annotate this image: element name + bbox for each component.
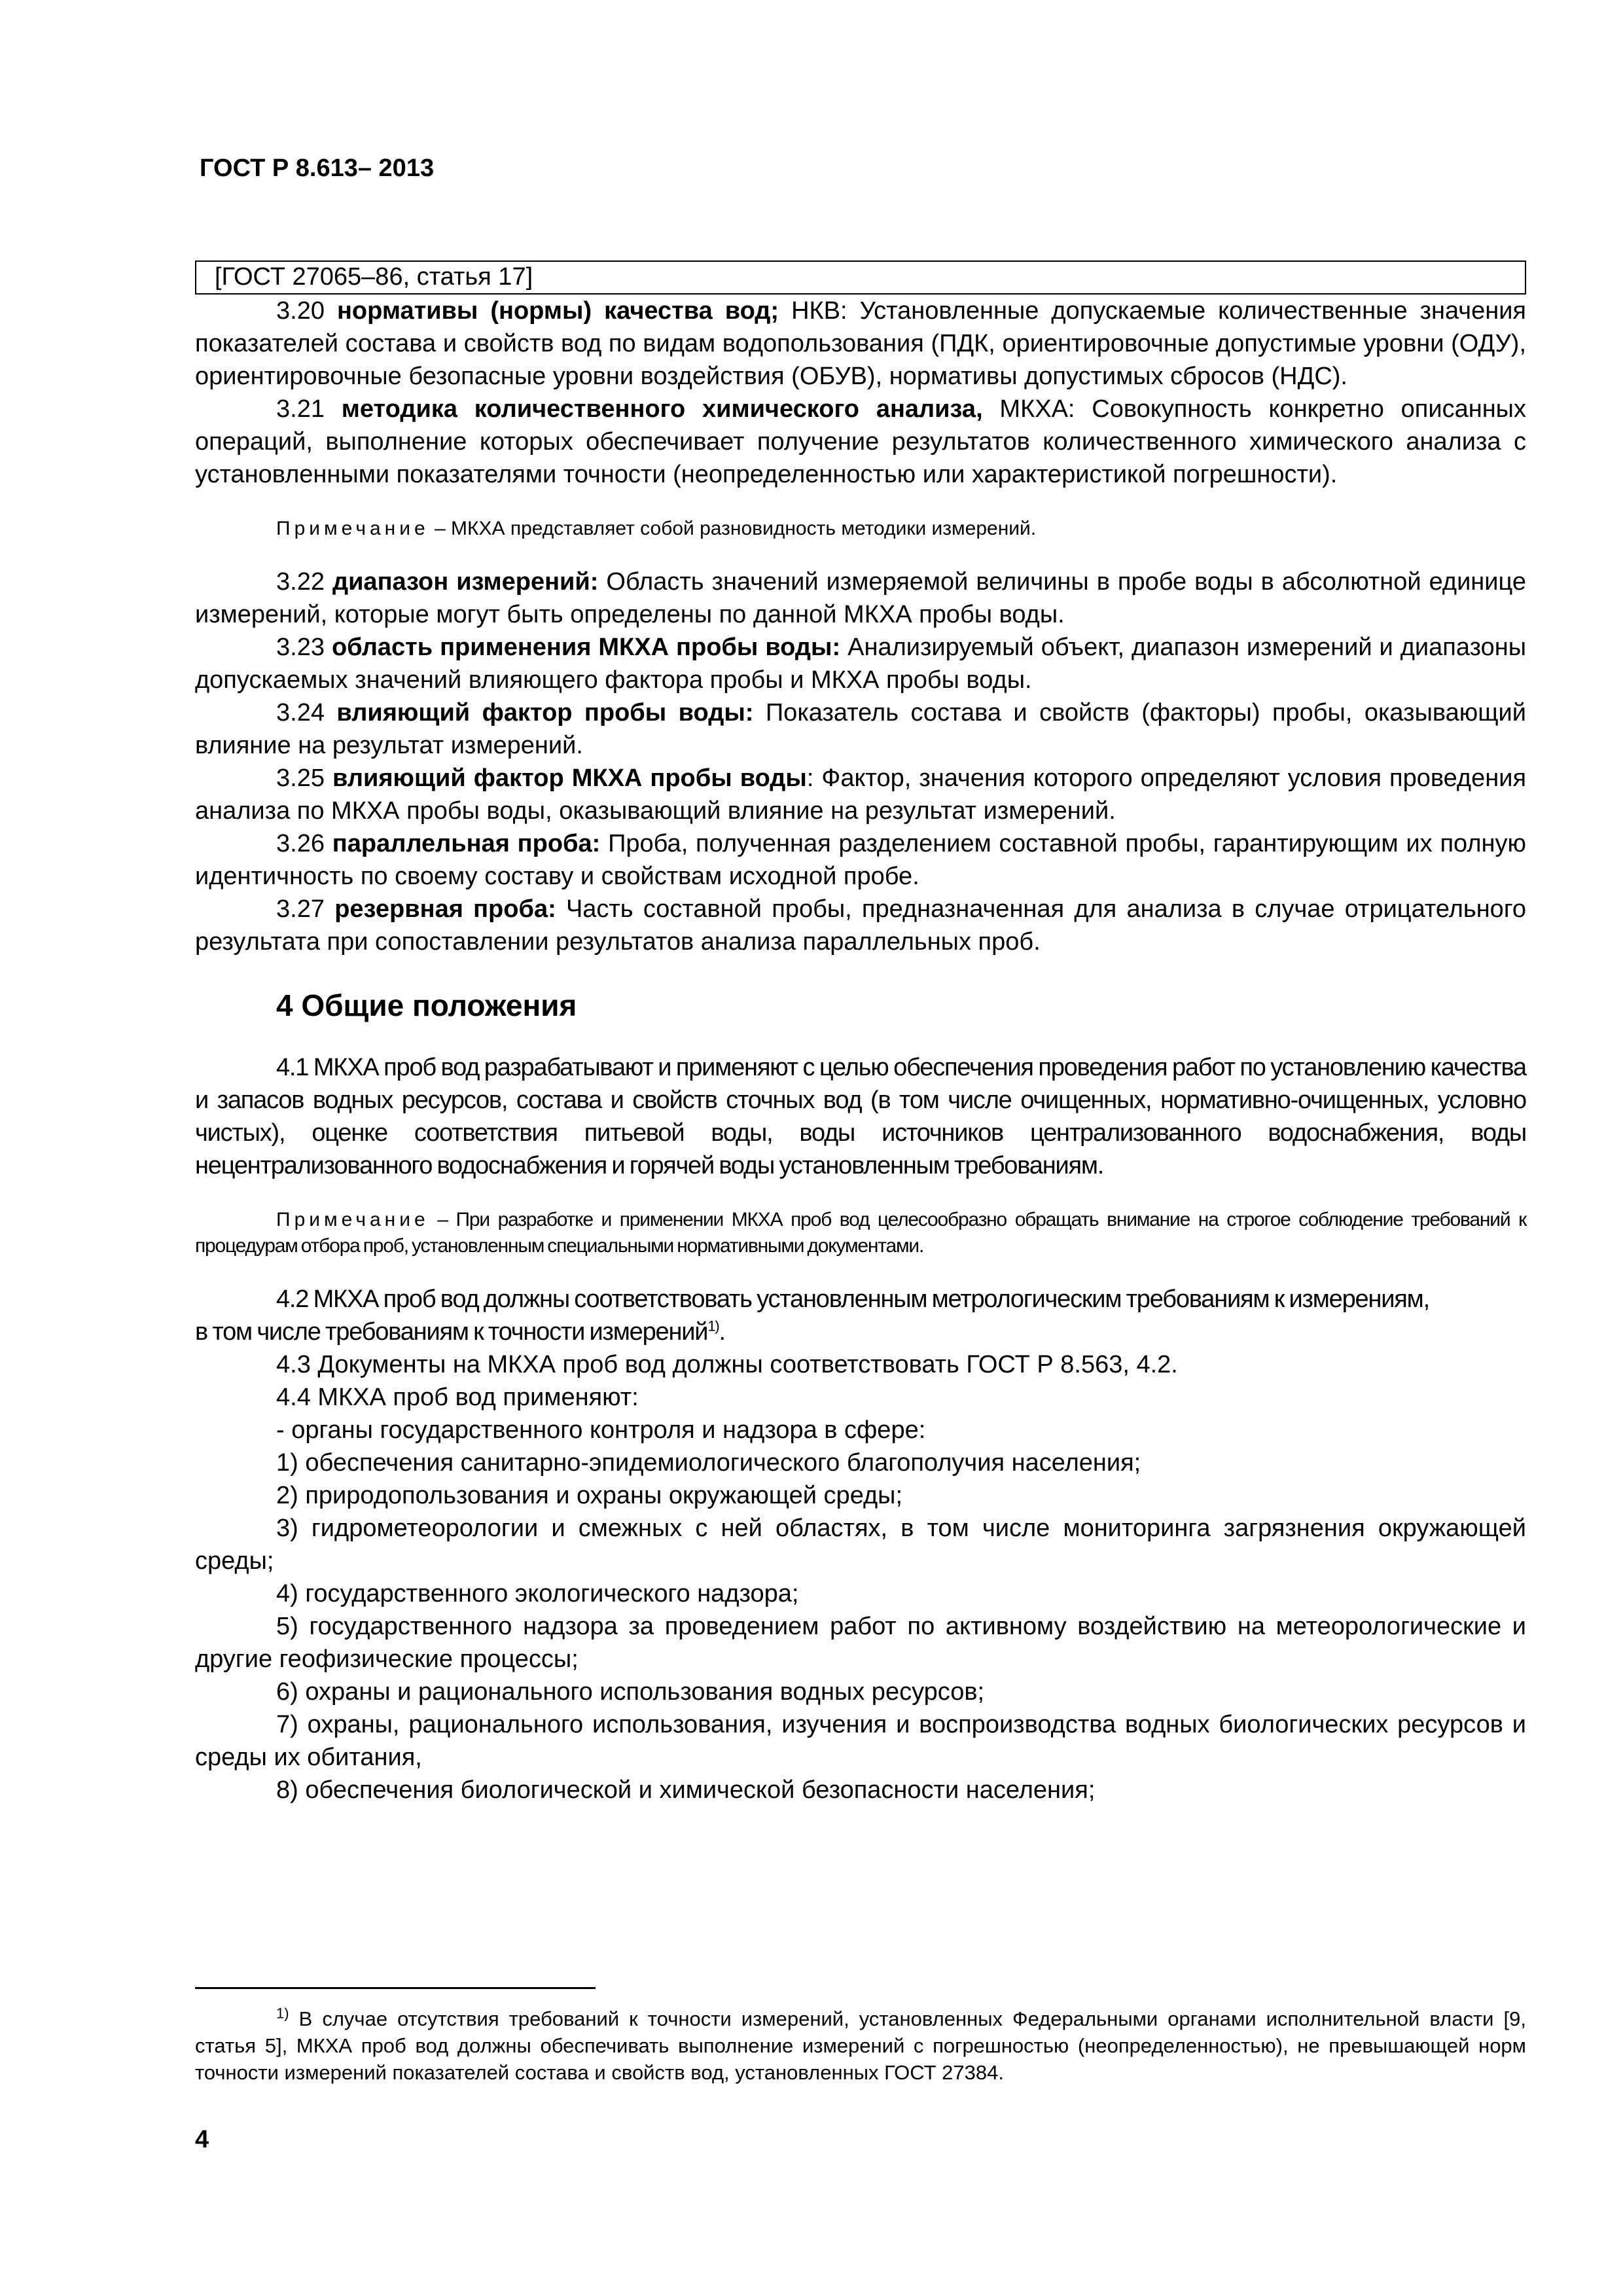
note-sampling: Примечание – При разработке и применении МКХА проб вод целесообразно обращать внимание на строгое соблюдение требований к процедурам отбора проб, установленным специальными нормативными документами. <box>195 1209 1526 1257</box>
clause-4-2: 4.2 МКХА проб вод должны соответствовать установленным метрологическим требованиям к измерениям, <box>276 1285 1429 1313</box>
footnote-separator <box>195 1987 596 1989</box>
term-3-23: 3.23 область применения МКХА пробы воды: Анализируемый объект, диапазон измерений и диапазоны допускаемых значений влияющего фактора пробы и МКХА пробы воды. <box>195 634 1527 694</box>
clause-4-1: 4.1 МКХА проб вод разрабатывают и применяют с целью обеспечения проведения работ по установлению качества и запасов водных ресурсов, состава и свойств сточных вод (в том числе очищенных, нормативно-очищенных, условно чистых), оценке соответствия питьевой воды, воды источников централизованного водоснабжения, воды нецентрализованного водоснабжения и горячей воды установленным требованиям. <box>195 1054 1526 1179</box>
term-3-25: 3.25 влияющий фактор МКХА пробы воды: Фактор, значения которого определяют условия проведения анализа по МКХА пробы воды, оказывающий влияние на результат измерений. <box>195 764 1527 825</box>
clause-4-3: 4.3 Документы на МКХА проб вод должны соответствовать ГОСТ Р 8.563, 4.2. <box>276 1351 1178 1378</box>
footnote-ref: 1) <box>707 1318 719 1335</box>
clause-4-2-cont: в том числе требованиям к точности измерений$^{1)}$. <box>195 1318 725 1346</box>
term-3-20: 3.20 нормативы (нормы) качества вод; НКВ: Установленные допускаемые количественные значения показателей состава и свойств вод по видам водопользования (ПДК, ориентировочные допустимые уровни (ОДУ), ориентировочные безопасные уровни воздействия (ОБУВ), нормативы допустимых сбросов (НДС). <box>195 297 1526 390</box>
document-body <box>195 260 1526 1806</box>
term-3-21: 3.21 методика количественного химического анализа, МКХА: Совокупность конкретно описанных операций, выполнение которых обеспечивает получение результатов количественного химического анализа с установленными показателями точности (неопределенностью или характеристикой погрешности). <box>195 395 1526 488</box>
term-3-27: 3.27 резервная проба: Часть составной пробы, предназначенная для анализа в случае отрицательного результата при сопоставлении результатов анализа параллельных проб. <box>195 895 1526 956</box>
list-item: 6) охраны и рационального использования водных ресурсов; <box>276 1678 985 1706</box>
section-heading: 4 Общие положения <box>276 988 577 1022</box>
note-mkha: Примечание – МКХА представляет собой разновидность методики измерений. <box>276 518 1037 539</box>
document-header: ГОСТ Р 8.613– 2013 <box>200 154 435 182</box>
footnote: $^{1)}$ В случае отсутствия требований к точности измерений, установленных Федеральными органами исполнительной власти [9, статья 5], МКХА проб вод должны обеспечивать выполнение измерений с погрешностью (неопределенностью), не превышающей норм точности измерений показателей состава и свойств вод, установленных ГОСТ 27384. <box>195 2005 1526 2084</box>
term-3-24: 3.24 влияющий фактор пробы воды: Показатель состава и свойств (факторы) пробы, оказывающий влияние на результат измерений. <box>195 699 1526 759</box>
list-item: 3) гидрометеорологии и смежных с ней областях, в том числе мониторинга загрязнения окружающей среды; <box>195 1515 1526 1575</box>
list-item: 8) обеспечения биологической и химической безопасности населения; <box>276 1776 1096 1804</box>
reference-box: [ГОСТ 27065–86, статья 17] <box>195 260 1526 295</box>
list-item: 5) государственного надзора за проведением работ по активному воздействию на метеорологические и другие геофизические процессы; <box>195 1613 1526 1673</box>
list-item: 2) природопользования и охраны окружающей среды; <box>276 1482 903 1509</box>
clause-4-4: 4.4 МКХА проб вод применяют: <box>276 1384 639 1411</box>
term-3-22: 3.22 диапазон измерений: Область значений измеряемой величины в пробе воды в абсолютной единице измерений, которые могут быть определены по данной МКХА пробы воды. <box>195 568 1526 628</box>
list-intro: - органы государственного контроля и надзора в сфере: <box>276 1416 926 1444</box>
page-number: 4 <box>195 2126 209 2153</box>
term-3-26: 3.26 параллельная проба: Проба, полученная разделением составной пробы, гарантирующим их полную идентичность по своему составу и свойствам исходной пробе. <box>195 830 1526 890</box>
list-item: 7) охраны, рационального использования, изучения и воспроизводства водных биологических ресурсов и среды их обитания, <box>195 1711 1526 1771</box>
list-item: 1) обеспечения санитарно-эпидемиологического благополучия населения; <box>276 1449 1141 1477</box>
footnote-mark: 1) <box>276 2005 289 2022</box>
list-item: 4) государственного экологического надзора; <box>276 1580 799 1607</box>
